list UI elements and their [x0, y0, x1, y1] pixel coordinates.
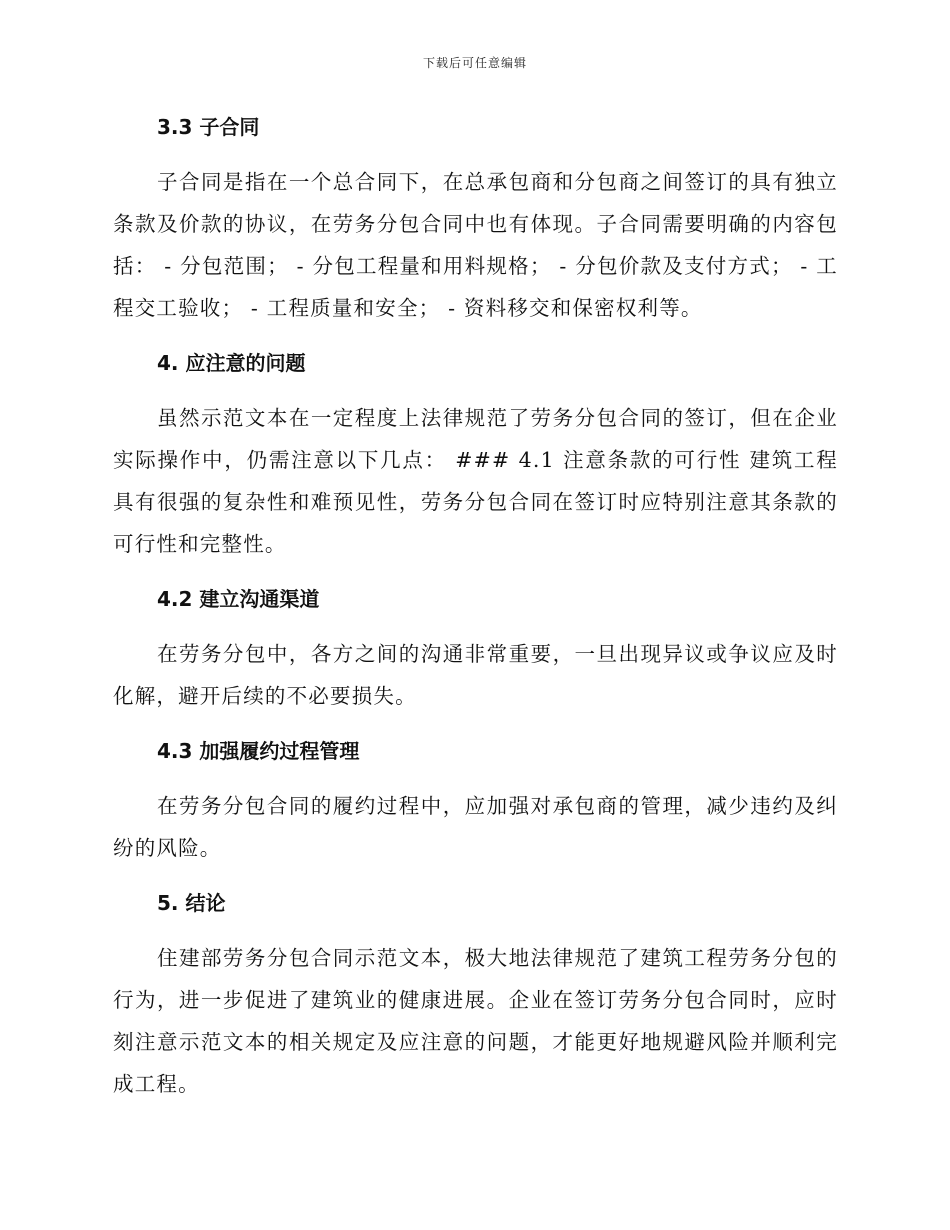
section-heading-4-3: 4.3 加强履约过程管理 [157, 739, 360, 763]
section-paragraph-4: 虽然示范文本在一定程度上法律规范了劳务分包合同的签订，但在企业实际操作中，仍需注意以下几点： ### 4.1 注意条款的可行性 建筑工程具有很强的复杂性和难预见性，劳务分包合同在签订时应特别注意其条款的可行性和完整性。 [113, 406, 838, 556]
page-header: 下载后可任意编辑 [422, 56, 527, 70]
section-paragraph-3-3: 子合同是指在一个总合同下，在总承包商和分包商之间签订的具有独立条款及价款的协议，在劳务分包合同中也有体现。子合同需要明确的内容包括： - 分包范围； - 分包工程量和用料规格； - 分包价款及支付方式； - 工程交工验收； - 工程质量和安全； - 资料移交和保密权利等。 [113, 170, 838, 320]
section-paragraph-4-2: 在劳务分包中，各方之间的沟通非常重要，一旦出现异议或争议应及时化解，避开后续的不必要损失。 [113, 642, 838, 708]
section-heading-4-2: 4.2 建立沟通渠道 [157, 587, 320, 611]
document-body [113, 110, 838, 1105]
section-heading-5: 5. 结论 [157, 891, 226, 915]
section-paragraph-4-3: 在劳务分包合同的履约过程中，应加强对承包商的管理，减少违约及纠纷的风险。 [113, 794, 838, 860]
section-heading-4: 4. 应注意的问题 [157, 351, 306, 375]
section-heading-3-3: 3.3 子合同 [157, 115, 260, 139]
section-paragraph-5: 住建部劳务分包合同示范文本，极大地法律规范了建筑工程劳务分包的行为，进一步促进了建筑业的健康进展。企业在签订劳务分包合同时，应时刻注意示范文本的相关规定及应注意的问题，才能更好地规避风险并顺利完成工程。 [113, 946, 838, 1096]
